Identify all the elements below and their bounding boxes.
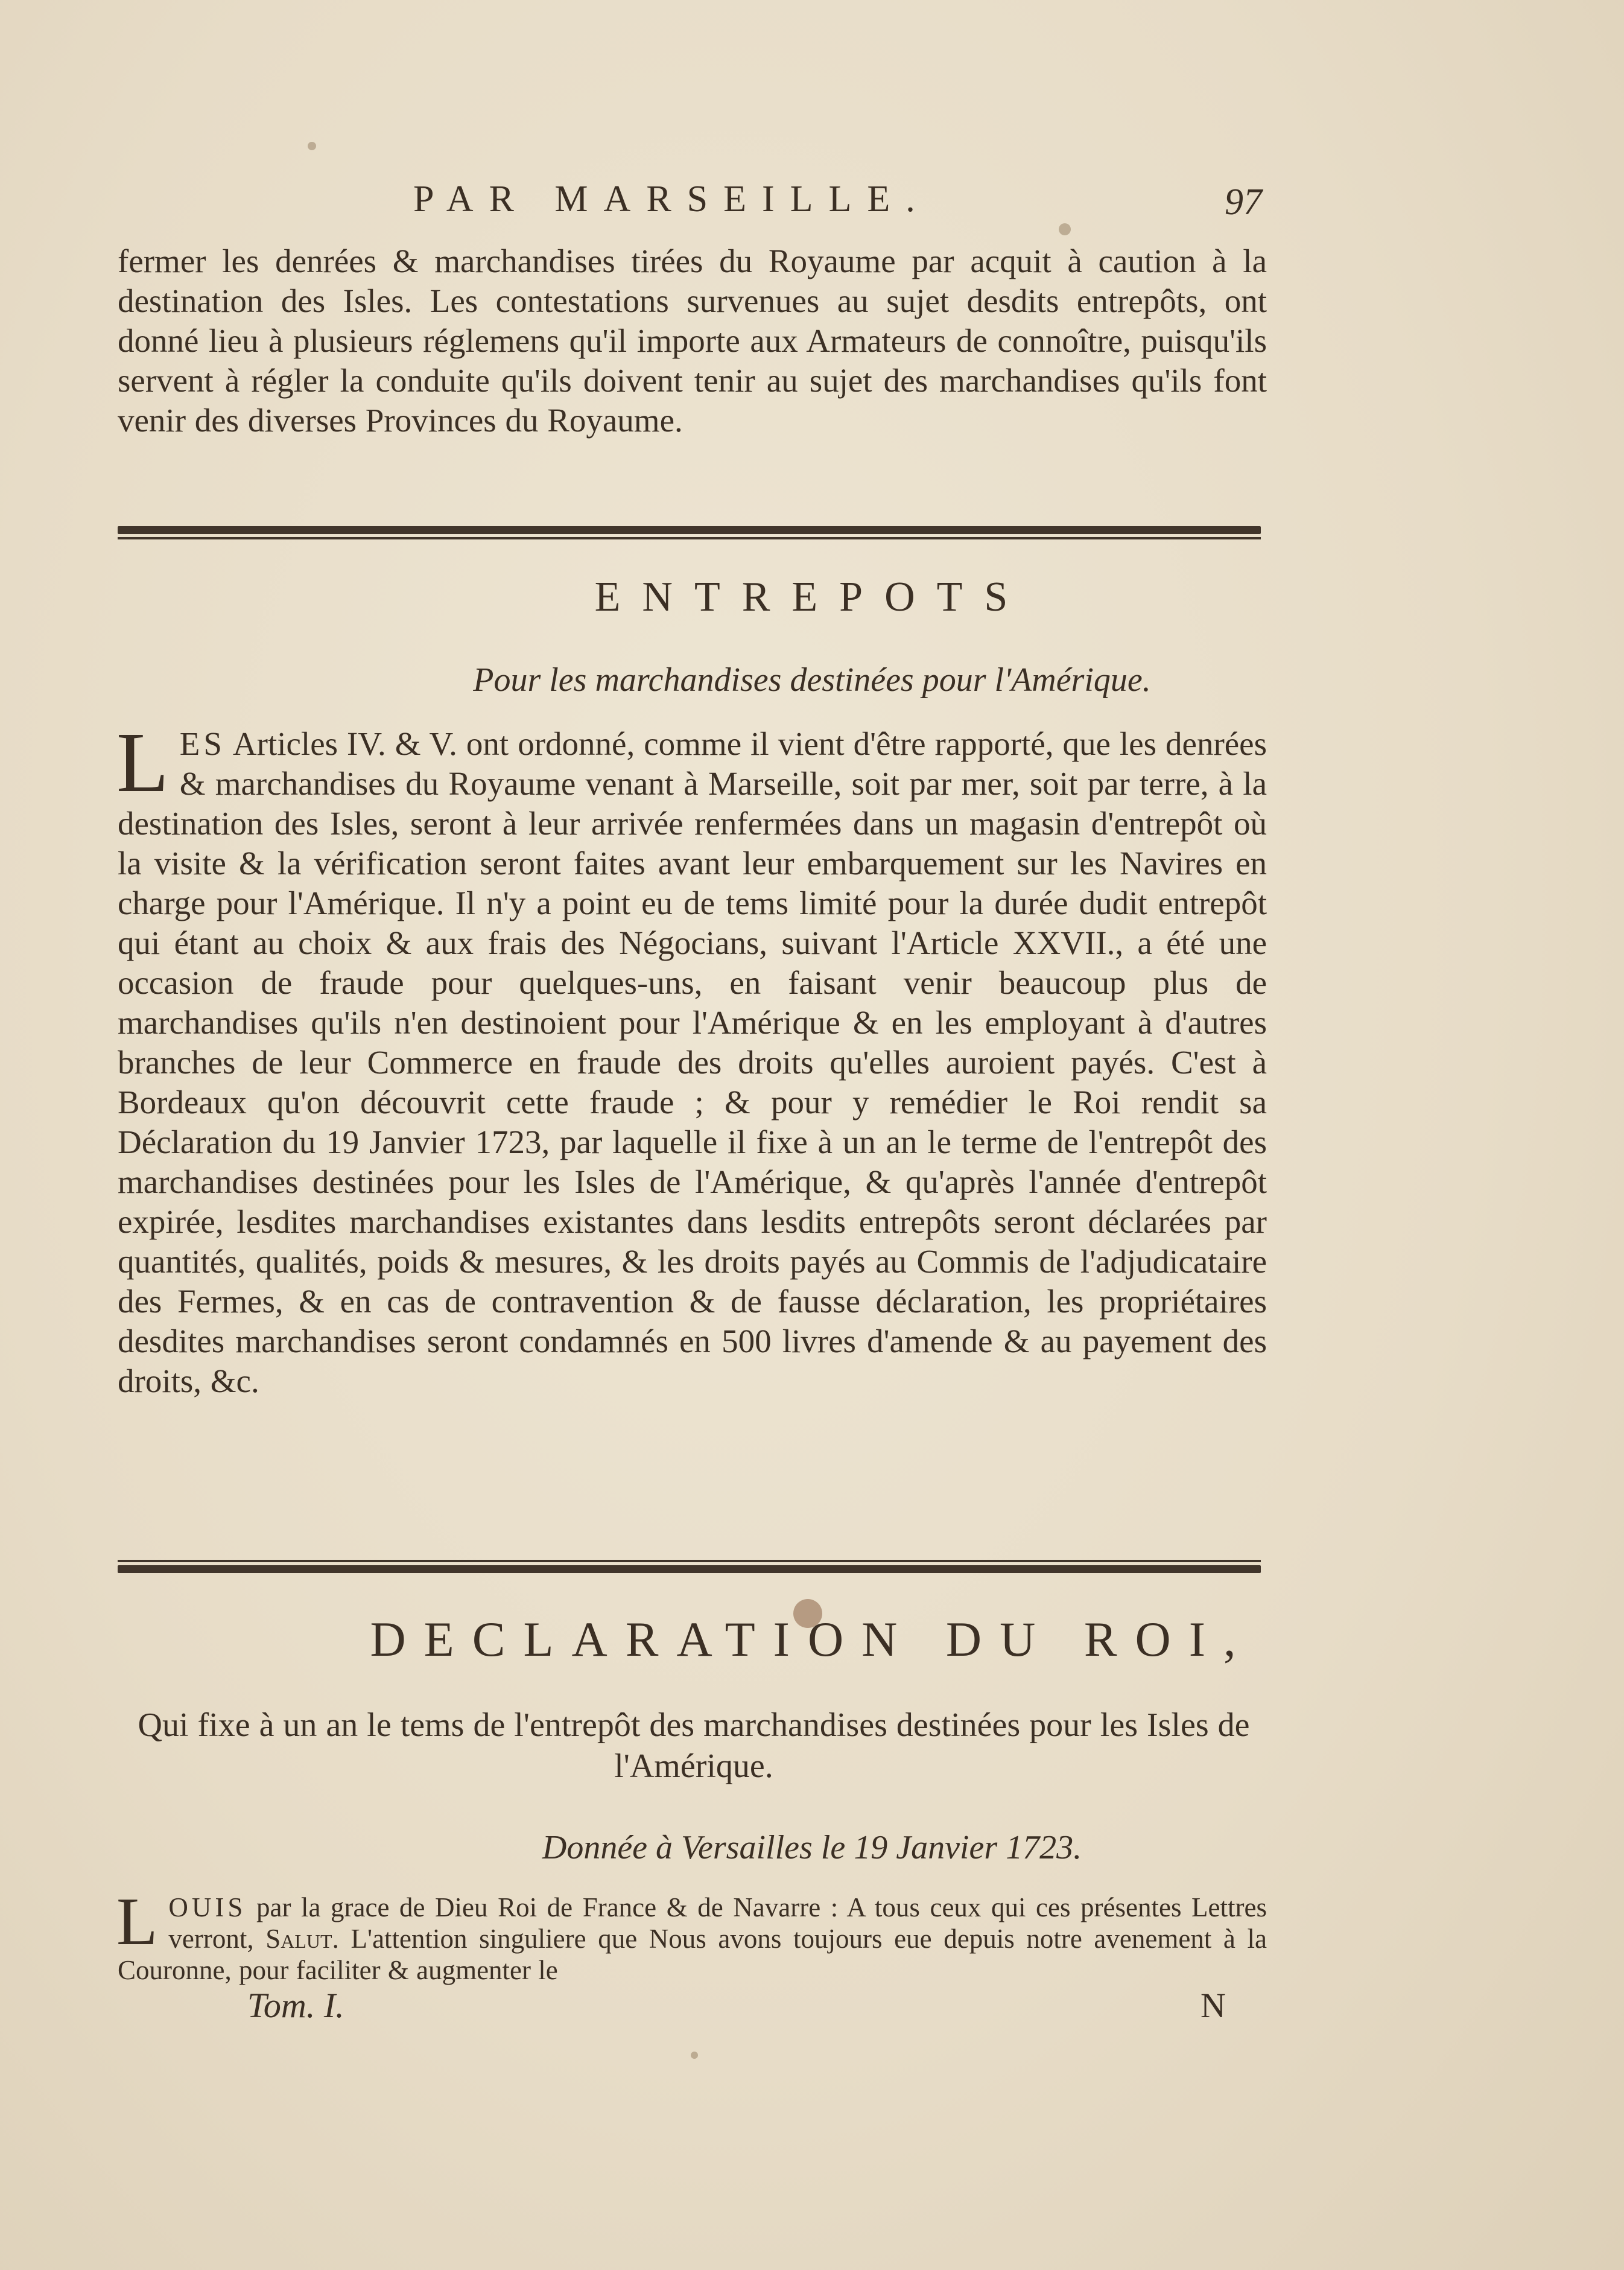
section1-paragraph [116,714,1267,1401]
page-footer [118,1985,1267,2027]
section2-text-before: par la grace de Dieu Roi de France & de Navarre : A tous ceux qui ces présentes Lettres verront, [168,1892,1267,1954]
paper-stain [691,2052,698,2059]
salut: Salut. [265,1924,339,1954]
section-title-entrepots: ENTREPOTS [594,574,1030,620]
section1-body [116,714,1267,1401]
page-header [118,178,1267,226]
intro-block [118,241,1267,440]
running-head: PAR MARSEILLE. [413,179,931,220]
rule-thick [118,526,1261,534]
section1-text: Articles IV. & V. ont ordonné, comme il vient d'être rapporté, que les denrées & marchandises du Royaume venant à Marseille, soit par mer, soit par terre, à la destination des Isles, seront à leur arrivée renfermées dans un magasin d'entrepôt où la visite & la vérification seront faites avant leur embarquement sur les Navires en charge pour l'Amérique. Il n'y a point eu de tems limité pour la durée dudit entrepôt qui étant au choix & aux frais des Négocians, suivant l'Article XXVII., a été une occasion de fraude pour quelques-uns, en faisant venir beaucoup plus de marchandises qu'ils n'en destinoient pour l'Amérique & en les employant à d'autres branches de leur Commerce en fraude des droits qu'elles auroient payés. C'est à Bordeaux qu'on découvrit cette fraude ; & pour y remédier le Roi rendit sa Déclaration du 19 Janvier 1723, par laquelle il fixe à un an le terme de l'entrepôt des marchandises destinées pour les Isles de l'Amérique, & qu'après l'année d'entrepôt expirée, lesdites marchandises existantes dans lesdits entrepôts seront déclarées par quantités, qualités, poids & mesures, & les droits payés au Commis de l'adjudicataire des Fermes, & en cas de contravention & de fausse déclaration, les propriétaires desdites marchandises seront condamnés en 500 livres d'amende & au payement des droits, &c. [118,725,1267,1399]
rule-thick [118,1565,1261,1573]
page-number: 97 [1225,182,1262,223]
intro-paragraph: fermer les denrées & marchandises tirées du Royaume par acquit à caution à la destination des Isles. Les contestations survenues au sujet desdits entrepôts, ont donné lieu à plusieurs réglemens qu'il importe aux Armateurs de connoître, puisqu'ils servent à régler la conduite qu'ils doivent tenir au sujet des marchandises qu'ils font venir des diverses Provinces du Royaume. [118,243,1267,439]
dropcap: L [116,1884,158,1959]
section2-body [116,1884,1267,1986]
section2-subtitle-block [127,1705,1261,1787]
date-line: Donnée à Versailles le 19 Janvier 1723. [542,1829,1082,1866]
section2-paragraph [116,1884,1267,1986]
rule-thin [118,1560,1261,1562]
section-title-declaration: DECLARATION DU ROI, [370,1612,1254,1667]
quire-mark: N [1201,1986,1226,2025]
first-word: ES [179,725,226,762]
rule-thin [118,537,1261,539]
section-rule [118,526,1261,539]
section2-subtitle: Qui fixe à un an le tems de l'entrepôt des marchandises destinées pour les Isles de l'Amérique. [138,1706,1250,1785]
section2-text-after: L'attention singuliere que Nous avons toujours eue depuis notre avenement à la Couronne, pour faciliter & augmenter le [118,1924,1267,1985]
dropcap: L [116,714,169,810]
signature-mark: Tom. I. [247,1986,344,2025]
section-rule [118,1560,1261,1573]
first-word: OUIS [168,1892,247,1922]
section-subtitle-entrepots: Pour les marchandises destinées pour l'Amérique. [473,661,1151,699]
paper-stain [308,142,316,150]
